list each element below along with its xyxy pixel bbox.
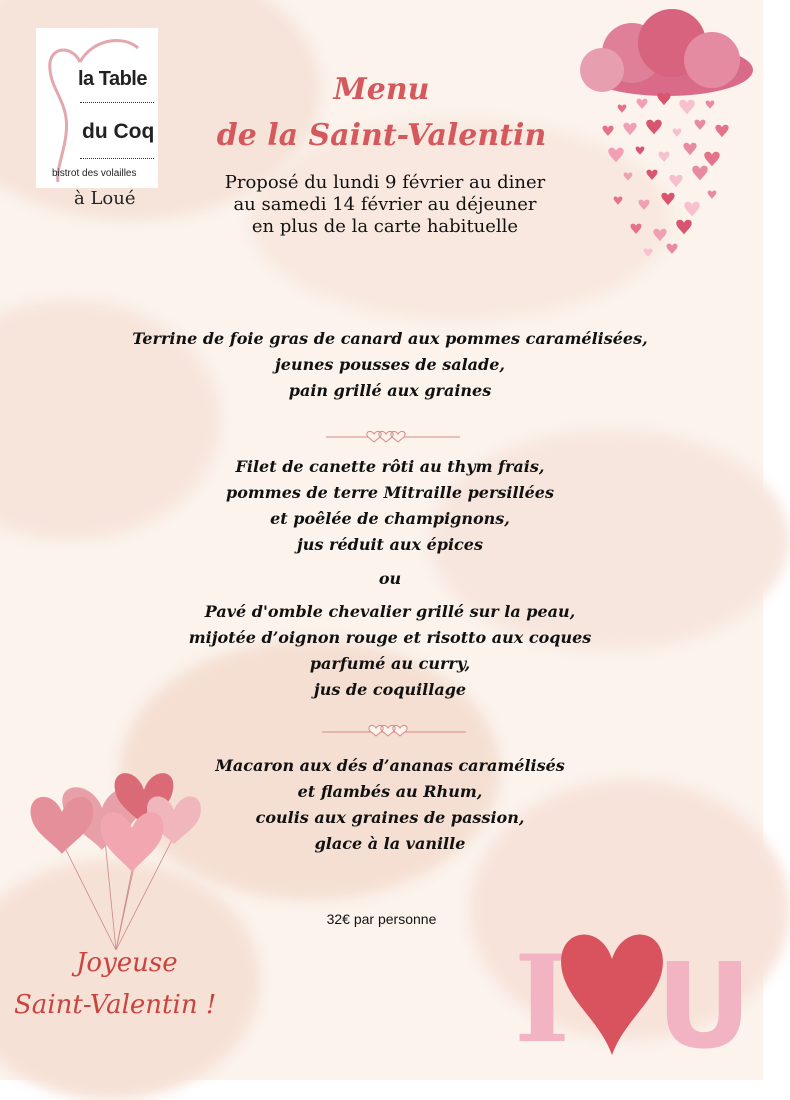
small-heart-icon	[614, 196, 623, 204]
small-heart-icon	[608, 148, 623, 163]
starter-line: Terrine de foie gras de canard aux pommes caramélisées,	[132, 329, 648, 348]
main-dish-1-block	[40, 454, 740, 558]
intro-line: en plus de la carte habituelle	[251, 216, 519, 237]
main2-line: Pavé d'omble chevalier grillé sur la peau,	[204, 602, 576, 621]
dessert-line: Macaron aux dés d’ananas caramélisés	[215, 756, 565, 775]
small-heart-icon	[683, 143, 696, 156]
small-heart-icon	[624, 172, 633, 180]
small-heart-icon	[618, 104, 627, 112]
dessert-line: et flambés au Rhum,	[297, 782, 483, 801]
intro-text	[150, 172, 620, 238]
hearts-divider	[322, 718, 466, 736]
small-heart-icon	[715, 125, 728, 138]
main1-line: et poêlée de champignons,	[270, 509, 510, 528]
small-heart-icon	[704, 152, 719, 167]
small-heart-icon	[646, 120, 661, 135]
letter-i: I	[514, 929, 571, 1070]
small-heart-icon	[602, 126, 613, 136]
small-heart-icon	[679, 100, 694, 115]
letter-u: U	[656, 937, 752, 1075]
main2-line: jus de coquillage	[313, 680, 467, 699]
starter-block	[40, 326, 740, 404]
small-heart-icon	[644, 248, 653, 256]
hearts-divider	[326, 424, 460, 442]
heart-outline-icon	[42, 34, 155, 184]
greeting-line1: Joyeuse	[76, 948, 178, 978]
greeting-line2: Saint-Valentin !	[14, 990, 217, 1020]
menu-subtitle: de la Saint-Valentin	[216, 118, 547, 153]
small-heart-icon	[676, 220, 691, 235]
small-heart-icon	[708, 190, 717, 198]
heart-balloons-illustration	[24, 750, 208, 960]
main1-line: pommes de terre Mitraille persillées	[226, 483, 554, 502]
small-heart-icon	[692, 166, 707, 181]
logo-line2: du Coq	[82, 120, 155, 143]
small-heart-icon	[646, 170, 657, 180]
intro-line: au samedi 14 février au déjeuner	[233, 194, 537, 215]
small-heart-icon	[669, 175, 682, 188]
main-dish-2-block	[40, 599, 740, 703]
small-heart-icon	[673, 128, 682, 136]
small-heart-icon	[623, 123, 636, 136]
small-heart-icon	[658, 152, 669, 162]
logo-divider	[80, 158, 154, 159]
small-heart-icon	[638, 200, 649, 210]
main1-line: Filet de canette rôti au thym frais,	[235, 457, 545, 476]
small-heart-icon	[636, 146, 645, 154]
i-love-you-illustration	[510, 915, 752, 1075]
starter-line: jeunes pousses de salade,	[275, 355, 505, 374]
small-heart-icon	[636, 99, 647, 109]
price-text: 32€ par personne	[326, 911, 437, 927]
starter-line: pain grillé aux graines	[288, 381, 492, 400]
main2-line: mijotée d’oignon rouge et risotto aux coques	[188, 628, 592, 647]
dessert-line: coulis aux graines de passion,	[255, 808, 525, 827]
small-heart-icon	[661, 193, 674, 206]
falling-hearts	[602, 93, 728, 257]
logo-tagline: bistrot des volailles	[52, 168, 137, 179]
small-heart-icon	[653, 229, 666, 242]
small-heart-icon	[684, 202, 699, 217]
or-separator: ou	[378, 569, 402, 588]
intro-line: Proposé du lundi 9 février au diner	[224, 172, 546, 193]
small-heart-icon	[706, 100, 715, 108]
restaurant-logo	[36, 28, 158, 188]
main1-line: jus réduit aux épices	[297, 535, 483, 554]
main2-line: parfumé au curry,	[309, 654, 471, 673]
heart-cloud-illustration	[572, 8, 758, 258]
logo-location: à Loué	[74, 188, 136, 209]
heart-icon	[561, 935, 663, 1055]
small-heart-icon	[694, 120, 705, 130]
small-heart-icon	[666, 244, 677, 254]
logo-line1: la Table	[78, 68, 147, 90]
dessert-line: glace à la vanille	[314, 834, 466, 853]
cloud-icon	[580, 9, 753, 96]
small-heart-icon	[630, 224, 641, 234]
menu-title: Menu	[333, 72, 430, 107]
